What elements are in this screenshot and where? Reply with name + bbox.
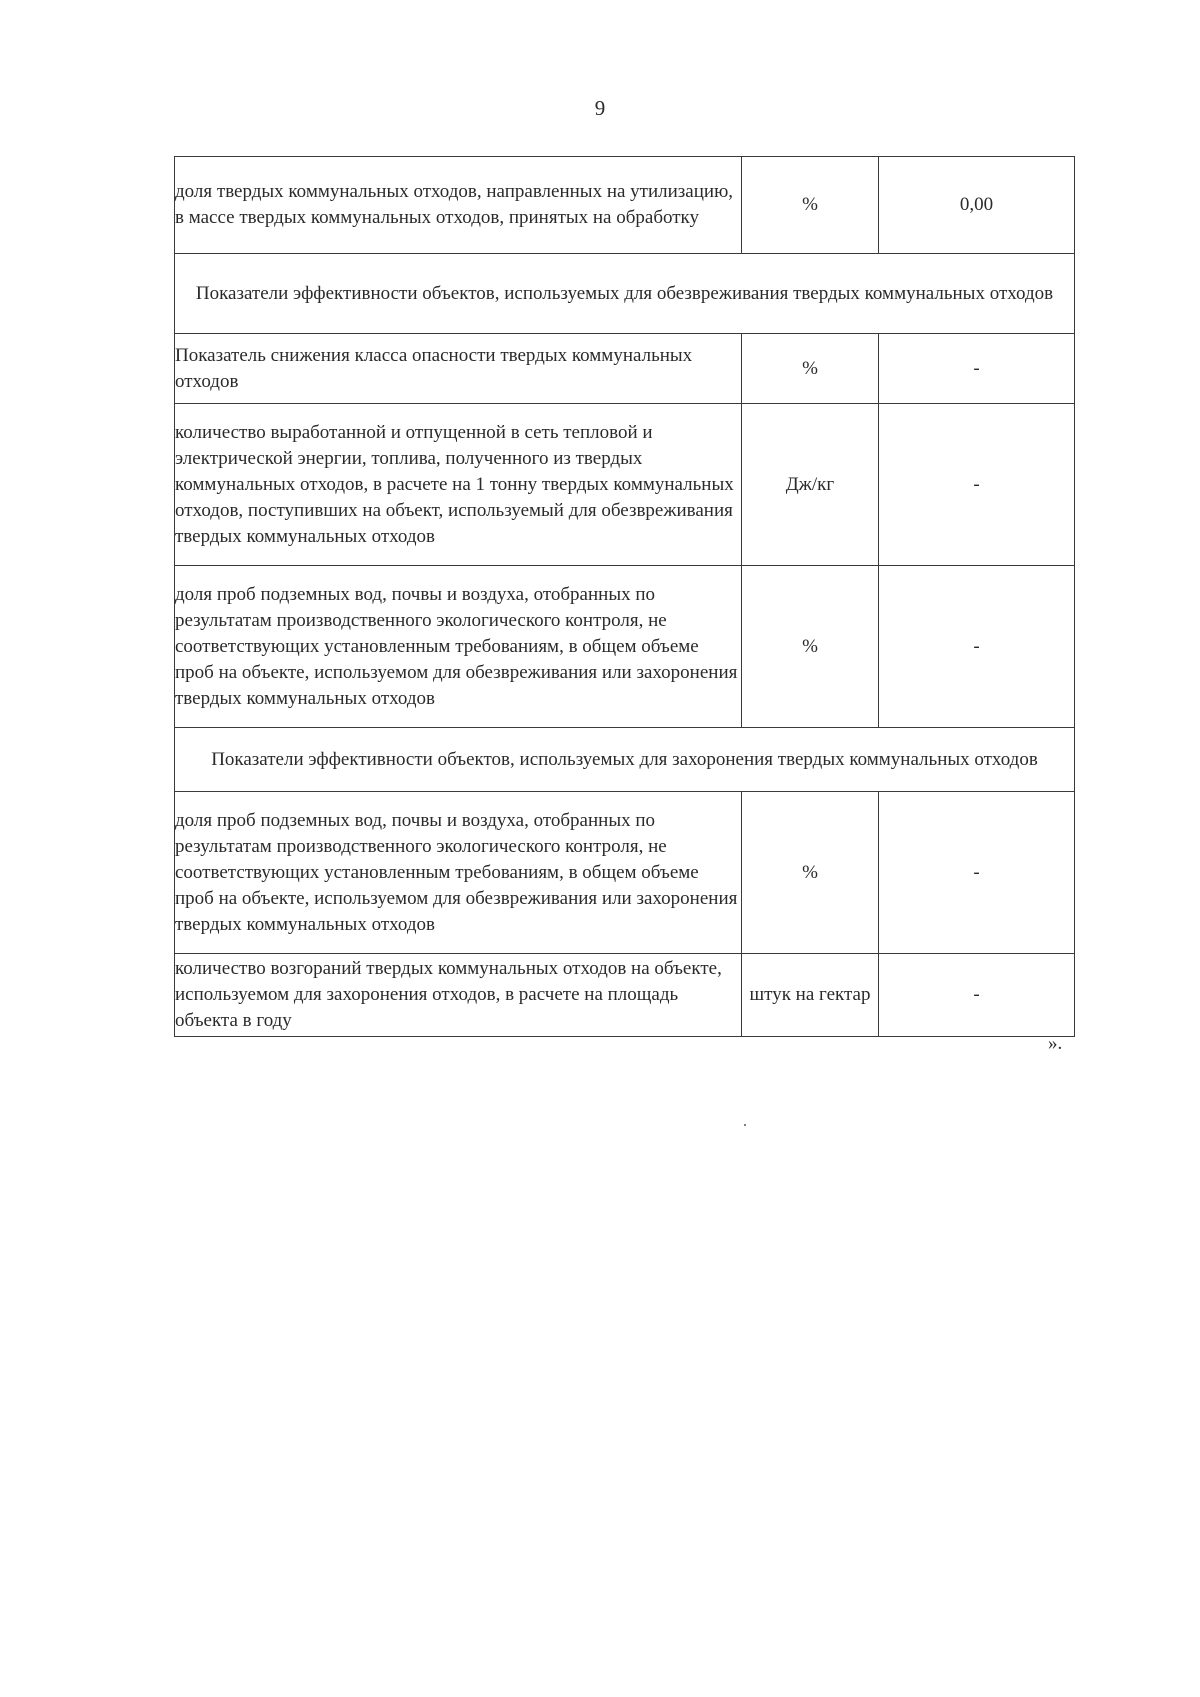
- table-row: [175, 157, 1075, 254]
- section-row: [175, 728, 1075, 792]
- page-number: 9: [594, 96, 606, 120]
- table-row: [175, 566, 1075, 728]
- table-row: [175, 792, 1075, 954]
- unit-cell: %: [742, 157, 879, 254]
- table-row: [175, 954, 1075, 1037]
- table-row: [175, 334, 1075, 404]
- unit-cell: Дж/кг: [742, 404, 879, 566]
- section-title: Показатели эффективности объектов, используемых для обезвреживания твердых коммунальных отходов: [175, 254, 1075, 334]
- scan-speck: [744, 1124, 746, 1126]
- unit-cell: %: [742, 792, 879, 954]
- indicator-name: количество возгораний твердых коммунальных отходов на объекте, используемом для захоронения отходов, в расчете на площадь объекта в году: [175, 954, 742, 1037]
- value-cell: -: [879, 404, 1075, 566]
- section-title: Показатели эффективности объектов, используемых для захоронения твердых коммунальных отходов: [175, 728, 1075, 792]
- indicator-name: доля проб подземных вод, почвы и воздуха, отобранных по результатам производственного экологического контроля, не соответствующих установленным требованиям, в общем объеме проб на объекте, используемом для обезвреживания или захоронения твердых коммунальных отходов: [175, 566, 742, 728]
- indicators-table: [174, 156, 1075, 1037]
- unit-cell: штук на гектар: [742, 954, 879, 1037]
- value-cell: -: [879, 792, 1075, 954]
- indicator-name: доля твердых коммунальных отходов, направленных на утилизацию, в массе твердых коммунальных отходов, принятых на обработку: [175, 157, 742, 254]
- closing-quote: ».: [1048, 1033, 1063, 1054]
- value-cell: -: [879, 566, 1075, 728]
- indicator-name: доля проб подземных вод, почвы и воздуха, отобранных по результатам производственного экологического контроля, не соответствующих установленным требованиям, в общем объеме проб на объекте, используемом для обезвреживания или захоронения твердых коммунальных отходов: [175, 792, 742, 954]
- table-row: [175, 404, 1075, 566]
- value-cell: -: [879, 954, 1075, 1037]
- section-row: [175, 254, 1075, 334]
- unit-cell: %: [742, 334, 879, 404]
- value-cell: -: [879, 334, 1075, 404]
- value-cell: 0,00: [879, 157, 1075, 254]
- unit-cell: %: [742, 566, 879, 728]
- indicator-name: количество выработанной и отпущенной в сеть тепловой и электрической энергии, топлива, полученного из твердых коммунальных отходов, в расчете на 1 тонну твердых коммунальных отходов, поступивших на объект, используемый для обезвреживания твердых коммунальных отходов: [175, 404, 742, 566]
- indicator-name: Показатель снижения класса опасности твердых коммунальных отходов: [175, 334, 742, 404]
